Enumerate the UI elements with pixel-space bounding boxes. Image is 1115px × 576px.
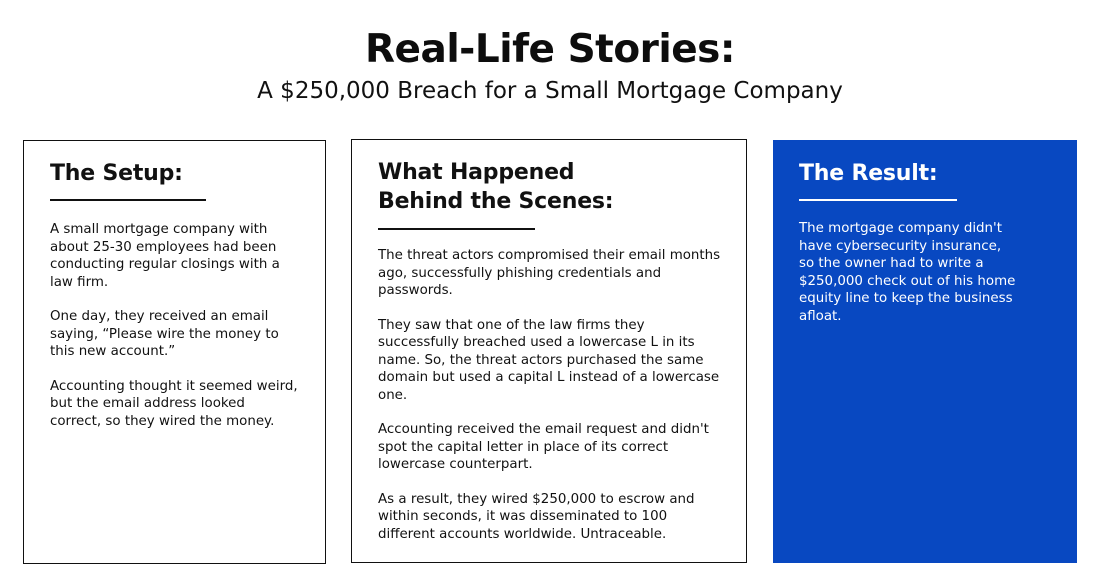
- behind-body: [378, 247, 723, 560]
- behind-paragraph: They saw that one of the law firms they successfully breached used a lowercase L in its name. So, the threat actors purchased the same domain but used a capital L instead of a lowercase one.: [378, 317, 720, 403]
- setup-paragraph: A small mortgage company with about 25-30 employees had been conducting regular closings with a law firm.: [50, 222, 280, 290]
- result-card: [773, 140, 1077, 563]
- behind-heading-line-1: What Happened: [378, 160, 575, 185]
- result-paragraph: The mortgage company didn't have cybersecurity insurance, so the owner had to write a $250,000 check out of his home equity line to keep the business afloat.: [799, 221, 1016, 324]
- behind-paragraph: As a result, they wired $250,000 to escrow and within seconds, it was disseminated to 100 different accounts worldwide. Untraceable.: [378, 491, 695, 542]
- behind-the-scenes-card: [351, 139, 747, 563]
- setup-heading: The Setup:: [50, 161, 183, 186]
- setup-heading-underline: [50, 199, 206, 201]
- behind-heading-underline: [378, 228, 535, 230]
- result-heading-underline: [799, 199, 957, 201]
- result-body: [799, 220, 1019, 342]
- behind-heading-line-2: Behind the Scenes:: [378, 189, 614, 214]
- setup-card: [23, 140, 326, 564]
- page-subtitle: A $250,000 Breach for a Small Mortgage Company: [257, 78, 843, 104]
- setup-body: [50, 221, 300, 447]
- page-title: Real-Life Stories:: [365, 27, 735, 72]
- behind-paragraph: The threat actors compromised their email months ago, successfully phishing credentials and passwords.: [378, 248, 721, 298]
- setup-paragraph: One day, they received an email saying, “Please wire the money to this new account.”: [50, 309, 279, 359]
- behind-heading: [378, 158, 718, 216]
- behind-paragraph: Accounting received the email request and didn't spot the capital letter in place of its correct lowercase counterpart.: [378, 422, 709, 472]
- setup-paragraph: Accounting thought it seemed weird, but the email address looked correct, so they wired the money.: [50, 378, 298, 429]
- result-heading: The Result:: [799, 161, 938, 186]
